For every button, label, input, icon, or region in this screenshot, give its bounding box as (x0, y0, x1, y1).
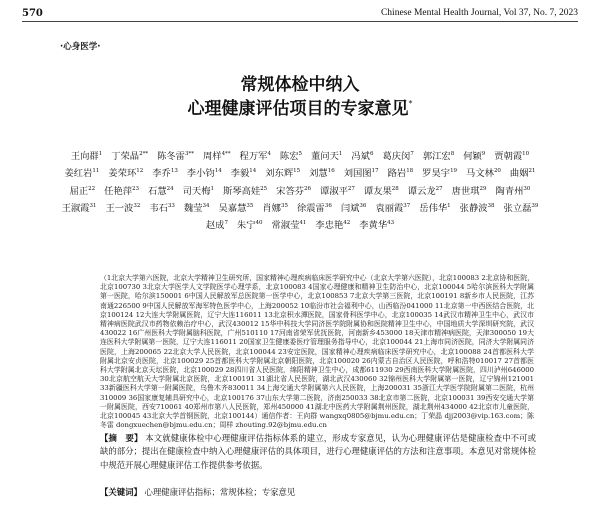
author-affiliation-marker: 7 (224, 220, 228, 227)
author-name-text: 吴嘉慧 (218, 202, 247, 214)
author-name (297, 203, 332, 214)
author-affiliation-marker: 20 (493, 168, 501, 175)
author-name (320, 186, 355, 197)
author-name (422, 168, 457, 179)
author-name-text: 马文林 (466, 168, 494, 180)
author-name-text: 徐震雷 (296, 202, 325, 214)
author-affiliation-marker: 34 (202, 202, 210, 209)
author-name (187, 168, 222, 179)
author-name-text: 董问天 (310, 151, 339, 163)
author-name (203, 151, 231, 162)
author-affiliation-marker: 35 (280, 202, 288, 209)
author-affiliation-marker: 14 (249, 168, 257, 175)
keywords (100, 486, 536, 498)
author-name (149, 203, 175, 214)
article-title-text: 心理健康评估项目的专家意见 (187, 99, 409, 119)
author-affiliation-marker: 3** (184, 151, 194, 157)
author-name (419, 203, 450, 214)
page-header (22, 6, 578, 20)
author-name-text: 李毅 (230, 168, 250, 180)
author-name (71, 151, 102, 162)
author-name-text: 李忠艳 (315, 220, 344, 232)
author-name-text: 谭淑平 (320, 185, 348, 197)
author-affiliation-marker: 15 (293, 168, 301, 175)
author-name-text: 姜荣环 (108, 168, 137, 180)
author-name-text: 张静波 (459, 202, 488, 214)
author-name-text: 唐世琪 (451, 185, 480, 197)
author-name-text: 常淑莹 (271, 220, 300, 232)
author-name-text: 刘慧 (309, 168, 328, 180)
author-name (104, 186, 139, 197)
author-name (262, 203, 288, 214)
author-name (111, 151, 148, 162)
author-name-text: 肖娜 (262, 202, 281, 214)
author-name-text: 陈宏 (279, 151, 299, 163)
author-affiliation-marker: 21 (528, 168, 536, 175)
author-name (223, 186, 267, 197)
author-affiliation-marker: 11 (92, 168, 100, 175)
article-title-line1: 常规体检中纳入 (240, 75, 360, 95)
title-footnote-marker: * (408, 99, 413, 108)
article-title-line2 (0, 94, 600, 119)
author-name-text: 斯琴高娃 (222, 185, 261, 197)
author-name-text: 丁荣晶 (111, 151, 140, 163)
author-name (218, 203, 253, 214)
author-name-text: 何颖 (463, 151, 482, 163)
author-name (408, 186, 443, 197)
author-name-text: 周样 (202, 151, 222, 163)
author-affiliation-marker: 13 (170, 168, 178, 175)
author-name-text: 魏莹 (183, 202, 203, 214)
author-name-text: 韦石 (149, 202, 168, 214)
author-affiliation-marker: 1 (338, 151, 343, 157)
author-affiliation-marker: 1 (98, 151, 103, 157)
author-affiliation-marker: 42 (343, 220, 351, 227)
author-name (237, 220, 263, 231)
author-name-text: 袁丽霞 (375, 202, 404, 214)
author-name-text: 任艳萍 (104, 185, 133, 197)
author-name (375, 203, 410, 214)
page-number: 570 (22, 7, 43, 19)
author-name (423, 151, 454, 162)
author-name-text: 陈冬雷 (157, 151, 185, 163)
author-name-text: 程万军 (239, 151, 268, 163)
author-affiliation-marker: 6 (369, 151, 374, 157)
author-affiliation-marker: 36 (359, 202, 367, 209)
author-name (388, 168, 414, 179)
author-name-text: 李黄华 (359, 220, 388, 232)
author-name (351, 151, 373, 162)
author-affiliation-marker: 2** (139, 151, 149, 157)
keywords-text: 心理健康评估指标；常规体检；专家意见 (144, 487, 296, 497)
author-affiliation-marker: 41 (299, 220, 307, 227)
author-affiliation-marker: 19 (450, 168, 458, 175)
author-affiliation-marker: 30 (523, 185, 531, 192)
author-affiliation-marker: 43 (387, 220, 395, 227)
author-name (276, 186, 311, 197)
abstract-label: 【摘 要】 (100, 433, 143, 443)
abstract (100, 432, 536, 472)
author-name-text: 贾朝霞 (494, 151, 523, 163)
author-affiliation-marker: 29 (479, 185, 487, 192)
keywords-label: 【关键词】 (100, 487, 142, 497)
author-name-text: 朱宁 (236, 220, 256, 232)
author-affiliation-marker: 4 (267, 151, 271, 157)
author-affiliation-marker: 36 (324, 202, 332, 209)
author-name-text: 罗昊宇 (422, 168, 451, 180)
author-name (466, 168, 501, 179)
author-affiliation-marker: 32 (133, 202, 141, 209)
author-affiliation-marker: 28 (391, 185, 399, 192)
author-name (62, 203, 97, 214)
author-affiliation-marker: 18 (406, 168, 414, 175)
journal-citation: Chinese Mental Health Journal, Vol 37, No. 7, 2023 (380, 8, 578, 18)
author-name-text: 刘国图 (343, 168, 372, 180)
author-affiliation-marker: 26 (304, 185, 312, 192)
author-affiliation-marker: 40 (255, 220, 263, 227)
author-name (152, 168, 178, 179)
author-name (364, 186, 399, 197)
author-name-text: 王一波 (105, 202, 134, 214)
author-name-text: 张立磊 (503, 202, 532, 214)
author-list (46, 147, 554, 233)
author-affiliation-marker: 14 (214, 168, 222, 175)
header-rule (22, 21, 578, 22)
author-name (341, 203, 367, 214)
author-affiliation-marker: 23 (132, 185, 140, 192)
author-name (382, 151, 413, 162)
author-name (148, 186, 174, 197)
author-name-text: 姜红岩 (64, 168, 93, 180)
author-affiliation-marker: 27 (435, 185, 443, 192)
author-affiliation-marker: 9 (481, 151, 486, 157)
author-affiliation-marker: 25 (260, 185, 268, 192)
author-affiliation-marker: 17 (371, 168, 379, 175)
author-name (496, 186, 531, 197)
author-name (272, 220, 307, 231)
author-affiliation-marker: 31 (89, 202, 97, 209)
author-name (183, 186, 214, 197)
author-name-text: 王向群 (70, 151, 99, 163)
author-affiliation-marker: 7 (410, 151, 414, 157)
author-name-text: 宋答芬 (276, 185, 305, 197)
author-name (105, 203, 140, 214)
author-name (315, 220, 350, 231)
author-affiliation-marker: 10 (522, 151, 530, 157)
author-name-text: 屈正 (69, 185, 89, 197)
author-name (280, 151, 302, 162)
author-name-text: 岳伟华 (419, 202, 448, 214)
author-name-text: 石慧 (148, 185, 167, 197)
author-name-text: 郭江宏 (422, 151, 451, 163)
author-affiliation-marker: 12 (136, 168, 144, 175)
author-affiliation-marker: 38 (487, 202, 495, 209)
author-name (108, 168, 143, 179)
author-name (70, 186, 96, 197)
author-name-text: 王淑霞 (61, 202, 90, 214)
author-affiliation-marker: 8 (450, 151, 455, 157)
author-name (359, 220, 394, 231)
author-name-text: 路岩 (387, 168, 407, 180)
author-name-text: 葛庆闵 (382, 151, 411, 163)
author-name (240, 151, 271, 162)
author-name-text: 陶青州 (495, 185, 524, 197)
author-name (157, 151, 194, 162)
author-name (510, 168, 536, 179)
author-affiliation-marker: 1 (447, 202, 451, 209)
author-name-text: 刘东辉 (265, 168, 294, 180)
author-name-text: 李小钧 (186, 168, 215, 180)
author-affiliation-marker: 24 (166, 185, 174, 192)
author-name (452, 186, 487, 197)
section-tag: ·心身医学· (60, 42, 101, 52)
author-affiliation-marker: 33 (167, 202, 175, 209)
author-affiliation-marker: 16 (327, 168, 335, 175)
author-name (231, 168, 257, 179)
affiliations: （1北京大学第六医院，北京大学精神卫生研究所，国家精神心理疾病临床医学研究中心（北京大学第六医院），北京100083 2北京协和医院，北京100730 3北京大学医学人文学院医学心理学系，北京100083 4国家心理健康和精神卫生防治中心，北京100044 5哈尔滨医科大学附属第一医院，哈尔滨150001 6中国人民解放军总医院第一医学中心，北京100853 7北京大学第三医院，北京100191 8新乡市人民医院，江苏南通226500 9中国人民解放军海军特色医学中心，上海200052 10临汾市社会福利中心，山西临汾041000 11北京第一中西医结合医院，北京100124 12大连大学附属医院，辽宁大连116011 13北京积水潭医院，国家骨科医学中心，北京100035 14武汉市精神卫生中心，武汉市精神病医院武汉市药物依赖治疗中心，武汉430012 15华中科技大学同济医学院附属协和医院精神卫生中心，中国地质大学深圳研究院，武汉430022 16广州医科大学附属脑科医院，广州510110 17河南省荣军优抚医院，河南新乡453000 18天津市精神病医院，天津300050 19大连医科大学附属第一医院，辽宁大连116011 20国家卫生健康委医疗管理服务指导中心，北京100044 21上海市同济医院，同济大学附属同济医院，上海200065 22北京大学人民医院，北京100044 23安定医院，国家精神心理疾病临床医学研究中心，北京100088 24首都医科大学附属北京安贞医院，北京100029 25首都医科大学附属北京朝阳医院，北京100020 26内蒙古自治区人民医院，呼和浩特010017 27首都医科大学附属北京天坛医院，北京100029 28四川省人民医院，绵阳精神卫生中心，成都611930 29西南医科大学附属医院，四川泸州646000 30北京航空航天大学附属北京医院，北京100191 31湖北省人民医院，湖北武汉430060 32锦州医科大学附属第一医院，辽宁锦州121001 33新疆医科大学第一附属医院，乌鲁木齐830011 34上海交通大学附属第六人民医院，上海200031 35浙江大学医学院附属第二医院，杭州310009 36国家康复辅具研究中心，北京100176 37山东大学第二医院，济南250033 38北京市第二医院，北京100031 39西安交通大学第一附属医院，西安710061 40郑州市第八人民医院，郑州450000 41湖北中医药大学附属荆州医院，湖北荆州434000 42北京市儿童医院，北京100045 43北京大学首钢医院，北京100144）通信作者：王向群 wangxq0805@bjmu.edu.cn；丁荣晶 djj2003@vip.163.com；陈冬雷 dongxuechen@bjmu.edu.cn；周样 zhouting.92@bjmu.edu.cn (100, 274, 534, 430)
author-name (504, 203, 539, 214)
abstract-text: 本文就健康体检中心理健康评估指标体系的建立，形成专家意见，认为心理健康评估是健康检查中不可或缺的部分；提出在健康检查中纳入心理健康评估的具体项目，进行心理健康评估的方法和注意事项。本意见对常规体检中规范开展心理健康评估工作提供参考依据。 (100, 433, 537, 470)
author-name (64, 168, 99, 179)
author-name (206, 220, 228, 231)
author-name (265, 168, 300, 179)
author-name (184, 203, 210, 214)
author-name-text: 司天梅 (182, 185, 211, 197)
author-affiliation-marker: 39 (531, 202, 539, 209)
author-name-text: 闫斌 (340, 202, 360, 214)
author-affiliation-marker: 37 (403, 202, 411, 209)
author-name-text: 李乔 (152, 168, 171, 180)
author-name-text: 谭云龙 (407, 185, 436, 197)
author-name (309, 168, 335, 179)
author-name (311, 151, 342, 162)
author-affiliation-marker: 5 (298, 151, 303, 157)
author-affiliation-marker: 1 (210, 185, 214, 192)
author-affiliation-marker: 4** (221, 151, 231, 157)
author-name (463, 151, 485, 162)
author-name-text: 谭友果 (363, 185, 392, 197)
author-name-text: 赵成 (205, 220, 225, 232)
author-affiliation-marker: 22 (88, 185, 96, 192)
author-affiliation-marker: 35 (246, 202, 254, 209)
author-name-text: 冯斌 (351, 151, 370, 163)
author-name (460, 203, 495, 214)
author-name-text: 曲姻 (509, 168, 529, 180)
author-name (494, 151, 529, 162)
author-affiliation-marker: 27 (347, 185, 355, 192)
author-name (344, 168, 379, 179)
